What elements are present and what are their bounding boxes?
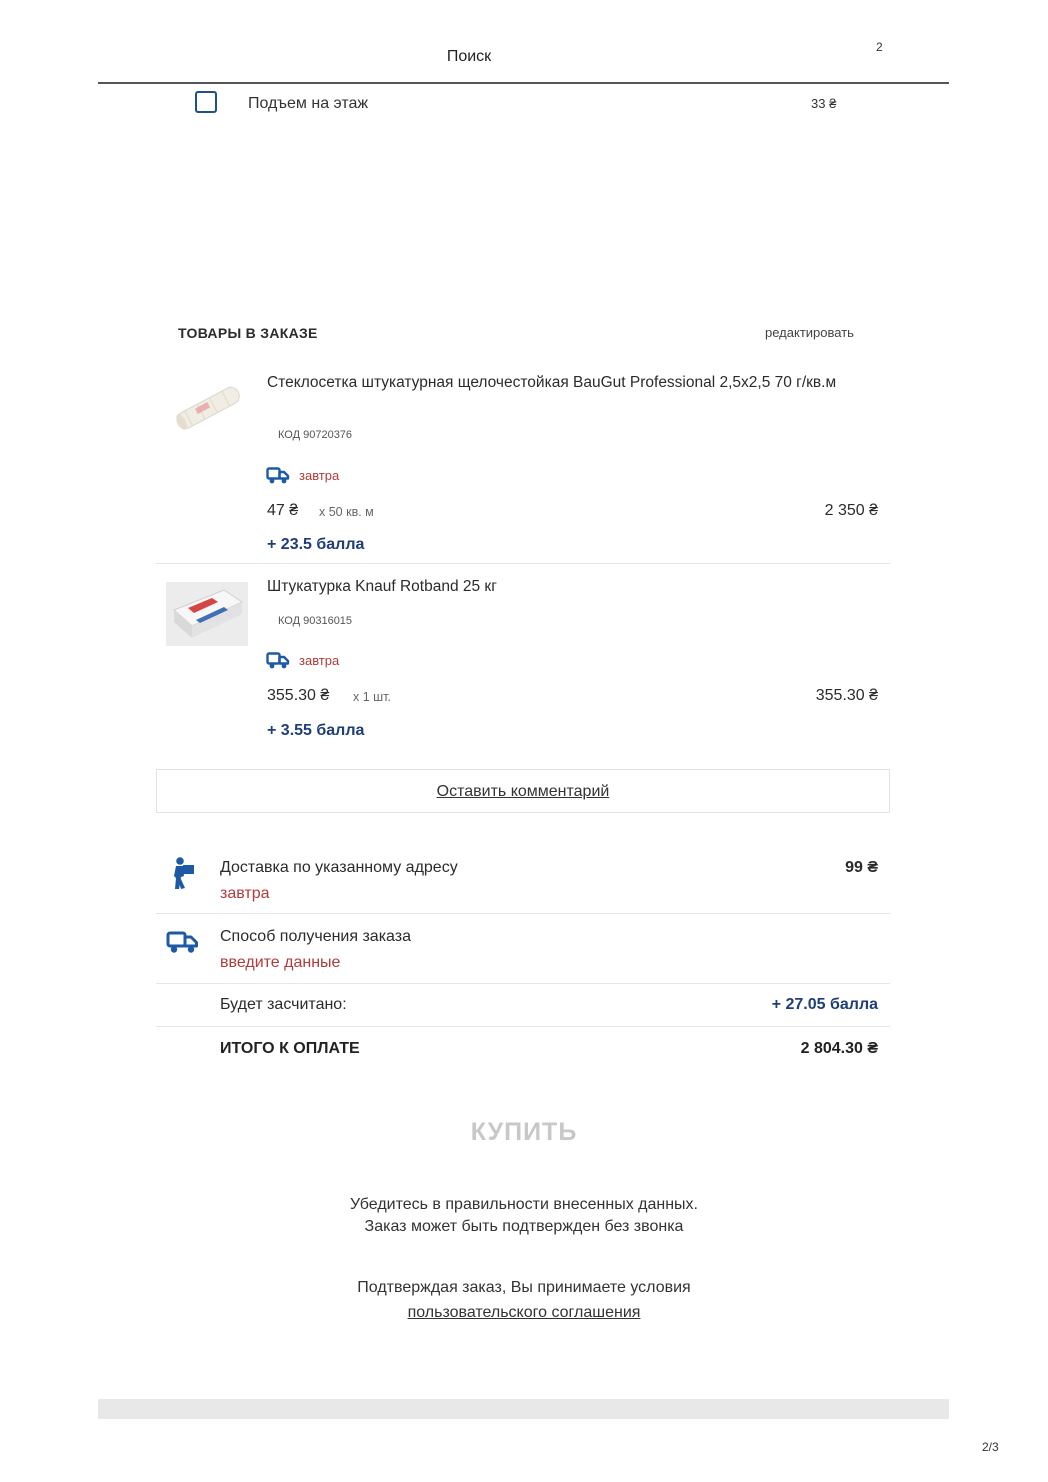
header-divider	[98, 82, 949, 84]
leave-comment-label: Оставить комментарий	[436, 783, 610, 800]
product-bonus-1: + 23.5 балла	[267, 536, 365, 553]
receive-method-hint[interactable]: введите данные	[220, 954, 341, 971]
header-badge: 2	[876, 40, 883, 54]
product-image-plaster[interactable]	[166, 582, 248, 646]
user-agreement-link[interactable]: пользовательского соглашения	[407, 1304, 641, 1321]
bonus-total: + 27.05 балла	[771, 996, 878, 1013]
courier-icon	[170, 856, 196, 895]
note-line-2: Заказ может быть подтвержден без звонка	[364, 1218, 684, 1235]
buy-button[interactable]: КУПИТЬ	[470, 1118, 578, 1146]
product-code-2: КОД 90316015	[278, 615, 353, 627]
footer-bar	[98, 1399, 949, 1419]
summary-divider	[156, 983, 890, 984]
page-title: Поиск	[446, 48, 492, 65]
product-image-mesh[interactable]	[166, 376, 248, 440]
item-divider	[156, 563, 890, 564]
product-total-2: 355.30 ₴	[815, 687, 878, 704]
delivery-when: завтра	[220, 885, 270, 902]
leave-comment-button[interactable]	[156, 769, 890, 813]
note-line-3: Подтверждая заказ, Вы принимаете условия	[357, 1279, 691, 1296]
product-delivery-1: завтра	[299, 468, 340, 483]
receive-method-label[interactable]: Способ получения заказа	[220, 928, 412, 945]
product-code-1: КОД 90720376	[278, 429, 353, 441]
product-total-1: 2 350 ₴	[824, 502, 878, 519]
summary-divider	[156, 913, 890, 914]
page-counter: 2/3	[982, 1440, 999, 1454]
product-unit-price-1: 47 ₴	[267, 502, 299, 519]
product-bonus-2: + 3.55 балла	[267, 722, 365, 739]
product-qty-1: x 50 кв. м	[319, 505, 374, 519]
summary-divider	[156, 1026, 890, 1027]
product-qty-2: x 1 шт.	[353, 690, 391, 704]
truck-icon	[166, 931, 199, 958]
lift-price: 33 ₴	[811, 96, 837, 111]
lift-checkbox[interactable]	[195, 91, 217, 113]
product-name-1[interactable]: Стеклосетка штукатурная щелочестойкая BauGut Professional 2,5х2,5 70 г/кв.м	[267, 374, 837, 391]
truck-icon	[266, 467, 290, 489]
delivery-price: 99 ₴	[845, 859, 878, 876]
product-name-2[interactable]: Штукатурка Knauf Rotband 25 кг	[267, 578, 497, 595]
total-value: 2 804.30 ₴	[800, 1040, 878, 1057]
delivery-label: Доставка по указанному адресу	[220, 859, 458, 876]
total-label: ИТОГО К ОПЛАТЕ	[220, 1040, 360, 1057]
product-unit-price-2: 355.30 ₴	[267, 687, 330, 704]
order-section-title: ТОВАРЫ В ЗАКАЗЕ	[178, 325, 318, 341]
lift-label: Подъем на этаж	[248, 95, 369, 112]
truck-icon	[266, 652, 290, 674]
note-line-1: Убедитесь в правильности внесенных данных.	[349, 1196, 698, 1213]
edit-order-link[interactable]: редактировать	[765, 325, 854, 340]
bonus-label: Будет засчитано:	[220, 996, 347, 1013]
product-delivery-2: завтра	[299, 653, 340, 668]
